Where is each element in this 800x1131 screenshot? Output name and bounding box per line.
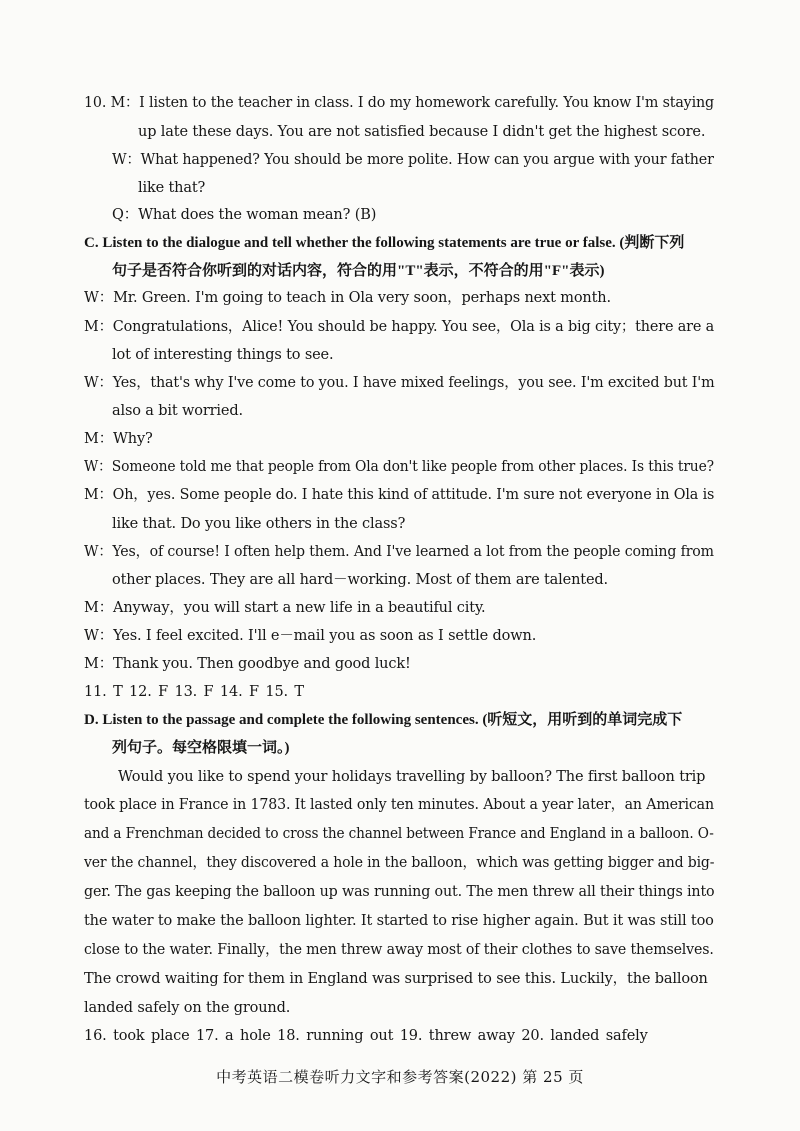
dialogue-line: other places. They are all hard－working. Most of them are talented.: [112, 572, 608, 588]
dialogue-line: M：Thank you. Then goodbye and good luck!: [84, 656, 411, 672]
passage-line: Would you like to spend your holidays travelling by balloon? The first balloon trip: [118, 769, 706, 785]
dialogue-line: M：Anyway，you will start a new life in a beautiful city.: [84, 600, 486, 616]
dialogue-line: M：Oh，yes. Some people do. I hate this kind of attitude. I'm sure not everyone in Ola is: [84, 487, 715, 503]
section-c-header-line2: 句子是否符合你听到的对话内容，符合的用"T"表示，不符合的用"F"表示): [112, 263, 605, 279]
passage-line: the water to make the balloon lighter. It started to rise higher again. But it was still too: [84, 913, 714, 929]
passage-line: ger. The gas keeping the balloon up was running out. The men threw all their things into: [84, 884, 715, 900]
dialogue-line: M：Why?: [84, 431, 153, 447]
q10-question: Q：What does the woman mean? (B): [112, 207, 377, 223]
dialogue-line: M：Congratulations，Alice! You should be happy. You see，Ola is a big city；there are a: [84, 319, 715, 335]
dialogue-line: like that. Do you like others in the class?: [112, 516, 406, 532]
passage-line: landed safely on the ground.: [84, 1000, 291, 1016]
section-c-answers: 11. T 12. F 13. F 14. F 15. T: [84, 684, 304, 700]
passage-line: The crowd waiting for them in England was surprised to see this. Luckily，the balloon: [84, 971, 708, 987]
q10-m-line2: up late these days. You are not satisfied because I didn't get the highest score.: [138, 124, 706, 140]
section-d-header-line1: D. Listen to the passage and complete the following sentences. (听短文，用听到的单词完成下: [84, 712, 683, 728]
section-d-answers: 16. took place 17. a hole 18. running out 19. threw away 20. landed safely: [84, 1028, 648, 1044]
passage-line: ver the channel，they discovered a hole in the balloon，which was getting bigger and big-: [84, 855, 715, 871]
passage-line: close to the water. Finally，the men threw away most of their clothes to save themselves.: [84, 942, 714, 958]
dialogue-line: lot of interesting things to see.: [112, 347, 334, 363]
passage-line: took place in France in 1783. It lasted only ten minutes. About a year later，an American: [84, 797, 714, 813]
q10-w-line1: W：What happened? You should be more polite. How can you argue with your father: [112, 152, 714, 168]
dialogue-line: W：Someone told me that people from Ola don't like people from other places. Is this true?: [84, 459, 714, 475]
page-footer: 中考英语二模卷听力文字和参考答案(2022) 第 25 页: [216, 1068, 584, 1086]
q10-m-line1: 10. M：I listen to the teacher in class. I do my homework carefully. You know I'm staying: [84, 95, 714, 111]
dialogue-line: also a bit worried.: [112, 403, 243, 419]
dialogue-line: W：Yes. I feel excited. I'll e－mail you as soon as I settle down.: [84, 628, 537, 644]
dialogue-line: W：Mr. Green. I'm going to teach in Ola very soon，perhaps next month.: [84, 290, 611, 306]
passage-line: and a Frenchman decided to cross the channel between France and England in a balloon. O-: [84, 826, 714, 842]
q10-w-line2: like that?: [138, 180, 206, 196]
section-c-header-line1: C. Listen to the dialogue and tell whether the following statements are true or false. (判断下列: [84, 235, 685, 251]
section-d-header-line2: 列句子。每空格限填一词。): [112, 740, 290, 756]
dialogue-line: W：Yes，of course! I often help them. And I've learned a lot from the people coming from: [84, 544, 714, 560]
dialogue-line: W：Yes，that's why I've come to you. I have mixed feelings，you see. I'm excited but I'm: [84, 375, 715, 391]
